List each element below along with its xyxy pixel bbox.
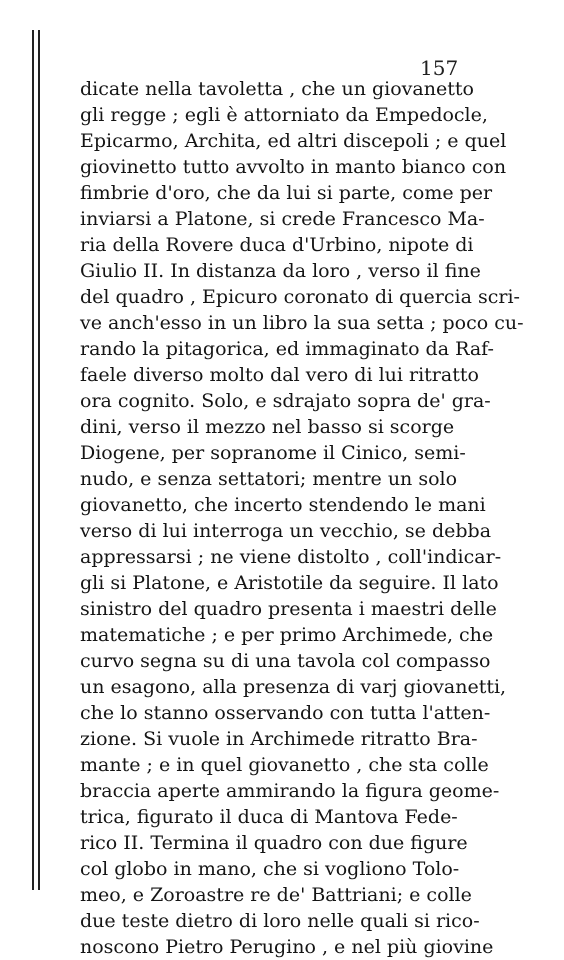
- text-line: mante ; e in quel giovanetto , che sta colle: [80, 754, 489, 776]
- text-line: sinistro del quadro presenta i maestri delle: [80, 598, 497, 620]
- text-line: del quadro , Epicuro coronato di quercia scri-: [80, 286, 520, 308]
- text-line: fimbrie d'oro, che da lui si parte, come per: [80, 182, 493, 204]
- text-line: matematiche ; e per primo Archimede, che: [80, 624, 494, 646]
- text-line: faele diverso molto dal vero di lui ritratto: [80, 364, 479, 386]
- text-line: col globo in mano, che si vogliono Tolo-: [80, 858, 460, 880]
- text-line: Diogene, per sopranome il Cinico, semi-: [80, 442, 466, 464]
- text-line: Epicarmo, Archita, ed altri discepoli ; e quel: [80, 130, 507, 152]
- text-line: giovinetto tutto avvolto in manto bianco con: [80, 156, 507, 178]
- text-line: dini, verso il mezzo nel basso si scorge: [80, 416, 455, 438]
- body-text: [80, 76, 524, 960]
- text-line: che lo stanno osservando con tutta l'atten-: [80, 702, 491, 724]
- text-line: braccia aperte ammirando la figura geome-: [80, 780, 500, 802]
- text-line: dicate nella tavoletta , che un giovanetto: [80, 78, 474, 100]
- text-line: ora cognito. Solo, e sdrajato sopra de' gra-: [80, 390, 491, 412]
- text-line: zione. Si vuole in Archimede ritratto Bra-: [80, 728, 478, 750]
- text-line: giovanetto, che incerto stendendo le mani: [80, 494, 486, 516]
- text-line: curvo segna su di una tavola col compasso: [80, 650, 491, 672]
- text-line: verso di lui interroga un vecchio, se debba: [80, 520, 492, 542]
- text-line: Giulio II. In distanza da loro , verso il fine: [80, 260, 481, 282]
- text-line: trica, figurato il duca di Mantova Fede-: [80, 806, 458, 828]
- text-line: rico II. Termina il quadro con due figure: [80, 832, 468, 854]
- binding-rule: [38, 30, 40, 890]
- text-line: ria della Rovere duca d'Urbino, nipote di: [80, 234, 474, 256]
- text-line: ve anch'esso in un libro la sua setta ; poco cu-: [80, 312, 524, 334]
- text-line: appressarsi ; ne viene distolto , coll'indicar-: [80, 546, 502, 568]
- text-line: inviarsi a Platone, si crede Francesco Ma-: [80, 208, 485, 230]
- text-line: meo, e Zoroastre re de' Battriani; e colle: [80, 884, 472, 906]
- binding-rule: [32, 30, 34, 890]
- text-line: un esagono, alla presenza di varj giovanetti,: [80, 676, 507, 698]
- text-line: nudo, e senza settatori; mentre un solo: [80, 468, 458, 490]
- text-line: due teste dietro di loro nelle quali si rico-: [80, 910, 480, 932]
- text-line: rando la pitagorica, ed immaginato da Raf-: [80, 338, 494, 360]
- text-line: gli si Platone, e Aristotile da seguire. Il lato: [80, 572, 499, 594]
- text-line: noscono Pietro Perugino , e nel più giovine: [80, 936, 494, 958]
- page-number: 157: [420, 56, 459, 80]
- binding-edge: [30, 30, 42, 890]
- text-line: gli regge ; egli è attorniato da Empedocle,: [80, 104, 488, 126]
